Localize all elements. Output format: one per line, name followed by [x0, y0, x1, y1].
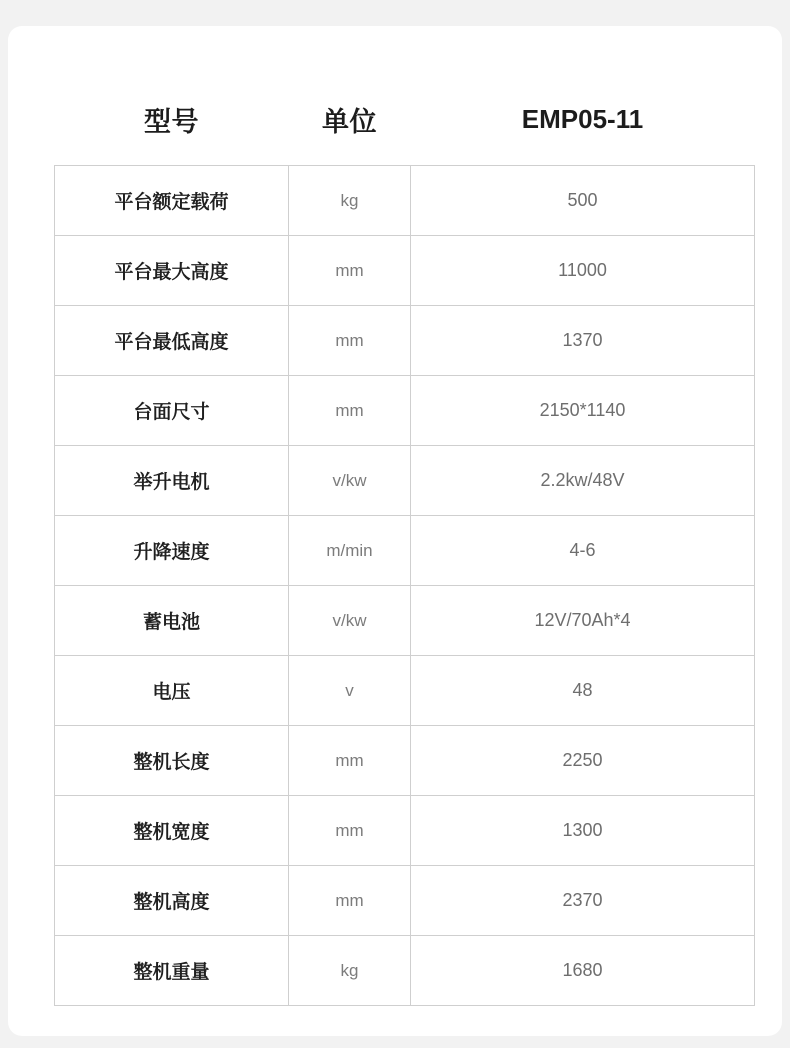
- table-row: [55, 376, 755, 446]
- table-row: [55, 306, 755, 376]
- table-row: [55, 236, 755, 306]
- table-row: [55, 446, 755, 516]
- spec-name-cell: 平台额定载荷: [55, 166, 289, 236]
- spec-unit-cell: kg: [289, 936, 411, 1006]
- spec-value-cell: 500: [411, 166, 755, 236]
- table-row: [55, 516, 755, 586]
- spec-value-cell: 48: [411, 656, 755, 726]
- spec-unit-cell: m/min: [289, 516, 411, 586]
- spec-value-cell: 2.2kw/48V: [411, 446, 755, 516]
- spec-name-cell: 平台最低高度: [55, 306, 289, 376]
- table-header: [55, 82, 755, 166]
- spec-unit-cell: v/kw: [289, 446, 411, 516]
- table-row: [55, 586, 755, 656]
- spec-name-cell: 整机长度: [55, 726, 289, 796]
- header-name: 型号: [144, 107, 199, 137]
- spec-unit-cell: mm: [289, 236, 411, 306]
- specification-table: [54, 82, 755, 1006]
- spec-value-cell: 2250: [411, 726, 755, 796]
- spec-name-cell: 举升电机: [55, 446, 289, 516]
- spec-name-cell: 整机重量: [55, 936, 289, 1006]
- table-row: [55, 796, 755, 866]
- spec-card: [8, 26, 782, 1036]
- spec-unit-cell: kg: [289, 166, 411, 236]
- spec-unit-cell: mm: [289, 306, 411, 376]
- spec-value-cell: 2150*1140: [411, 376, 755, 446]
- spec-value-cell: 1370: [411, 306, 755, 376]
- table-row: [55, 866, 755, 936]
- spec-name-cell: 平台最大高度: [55, 236, 289, 306]
- spec-value-cell: 1300: [411, 796, 755, 866]
- spec-unit-cell: mm: [289, 796, 411, 866]
- spec-value-cell: 1680: [411, 936, 755, 1006]
- spec-unit-cell: mm: [289, 376, 411, 446]
- spec-value-cell: 4-6: [411, 516, 755, 586]
- table-header-row: [55, 82, 755, 166]
- table-body: [55, 166, 755, 1006]
- spec-value-cell: 2370: [411, 866, 755, 936]
- spec-name-cell: 整机高度: [55, 866, 289, 936]
- spec-value-cell: 11000: [411, 236, 755, 306]
- table-row: [55, 656, 755, 726]
- spec-name-cell: 台面尺寸: [55, 376, 289, 446]
- header-model: EMP05-11: [521, 104, 644, 134]
- spec-name-cell: 电压: [55, 656, 289, 726]
- spec-name-cell: 整机宽度: [55, 796, 289, 866]
- spec-unit-cell: v: [289, 656, 411, 726]
- spec-unit-cell: mm: [289, 866, 411, 936]
- table-row: [55, 726, 755, 796]
- header-unit: 单位: [322, 107, 377, 137]
- spec-value-cell: 12V/70Ah*4: [411, 586, 755, 656]
- spec-unit-cell: mm: [289, 726, 411, 796]
- spec-unit-cell: v/kw: [289, 586, 411, 656]
- spec-name-cell: 升降速度: [55, 516, 289, 586]
- table-row: [55, 166, 755, 236]
- spec-name-cell: 蓄电池: [55, 586, 289, 656]
- table-row: [55, 936, 755, 1006]
